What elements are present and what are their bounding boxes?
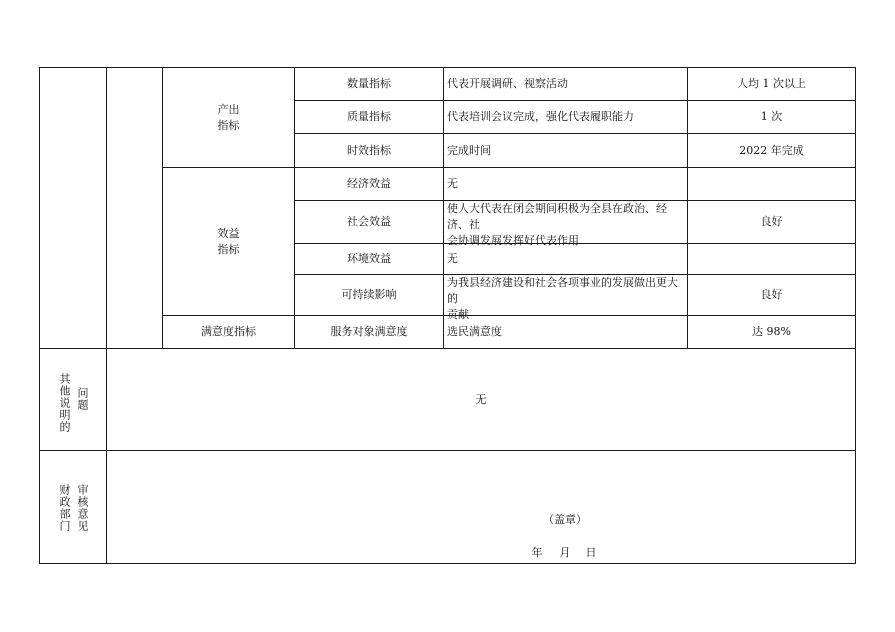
indicator-cell: 经济效益 — [347, 177, 391, 190]
finance-review-label-col1: 财政部门 — [58, 484, 71, 532]
content-cell: 代表培训会议完成，强化代表履职能力 — [447, 110, 634, 123]
indicator-cell: 时效指标 — [347, 143, 391, 157]
value-cell: 2022 年完成 — [739, 143, 804, 157]
other-notes-label-col2: 问题 — [76, 387, 89, 411]
benefit-group-label-line1: 效益 — [217, 226, 240, 240]
finance-review-label-col2: 审核意见 — [76, 484, 89, 532]
date-year: 年 — [531, 546, 543, 559]
table-border-bottom — [39, 563, 856, 564]
seal-text: （盖章） — [543, 513, 587, 526]
indicator-cell: 环境效益 — [347, 252, 391, 265]
content-cell — [444, 275, 687, 321]
output-indicator-group — [163, 68, 294, 167]
other-notes-label-col1: 其他说明的 — [58, 373, 71, 433]
output-group-label-line1: 产出 — [217, 102, 240, 116]
content-cell — [444, 201, 687, 247]
satisfaction-indicator-group — [163, 316, 294, 348]
date-day: 日 — [585, 546, 597, 559]
value-cell: 良好 — [760, 288, 783, 301]
benefit-group-label-line2: 指标 — [217, 242, 240, 256]
column-divider — [106, 67, 107, 564]
value-cell — [688, 244, 855, 274]
other-notes-content: 无 — [475, 392, 487, 406]
value-cell — [688, 168, 855, 200]
content-cell: 无 — [447, 252, 458, 265]
date-month: 月 — [559, 546, 571, 559]
content-cell: 代表开展调研、视察活动 — [447, 77, 568, 90]
content-cell: 无 — [447, 177, 458, 190]
content-line: 为我县经济建设和社会各项事业的发展做出更大的 — [447, 276, 678, 305]
indicator-cell: 服务对象满意度 — [330, 325, 408, 338]
output-group-label-line2: 指标 — [217, 118, 240, 132]
value-cell: 良好 — [760, 215, 783, 228]
value-cell: 达 98% — [752, 325, 791, 338]
indicator-cell: 数量指标 — [347, 77, 391, 90]
satisfaction-group-label: 满意度指标 — [201, 325, 256, 338]
value-cell: 1 次 — [760, 110, 783, 123]
content-cell: 完成时间 — [447, 143, 491, 157]
indicator-cell: 社会效益 — [347, 215, 391, 228]
value-cell: 人均 1 次以上 — [737, 77, 806, 90]
content-line: 使人大代表在闭会期间积极为全县在政治、经济、社 — [447, 202, 667, 231]
content-line: 会协调发展发挥好代表作用 — [447, 234, 579, 247]
section-divider — [39, 450, 856, 451]
indicator-cell: 可持续影响 — [341, 288, 397, 301]
content-line: 贡献 — [447, 308, 469, 321]
benefit-indicator-group — [163, 168, 294, 315]
content-cell: 选民满意度 — [447, 325, 502, 338]
table-border-right — [855, 67, 856, 564]
indicator-cell: 质量指标 — [347, 110, 391, 123]
table-border-left — [39, 67, 40, 564]
